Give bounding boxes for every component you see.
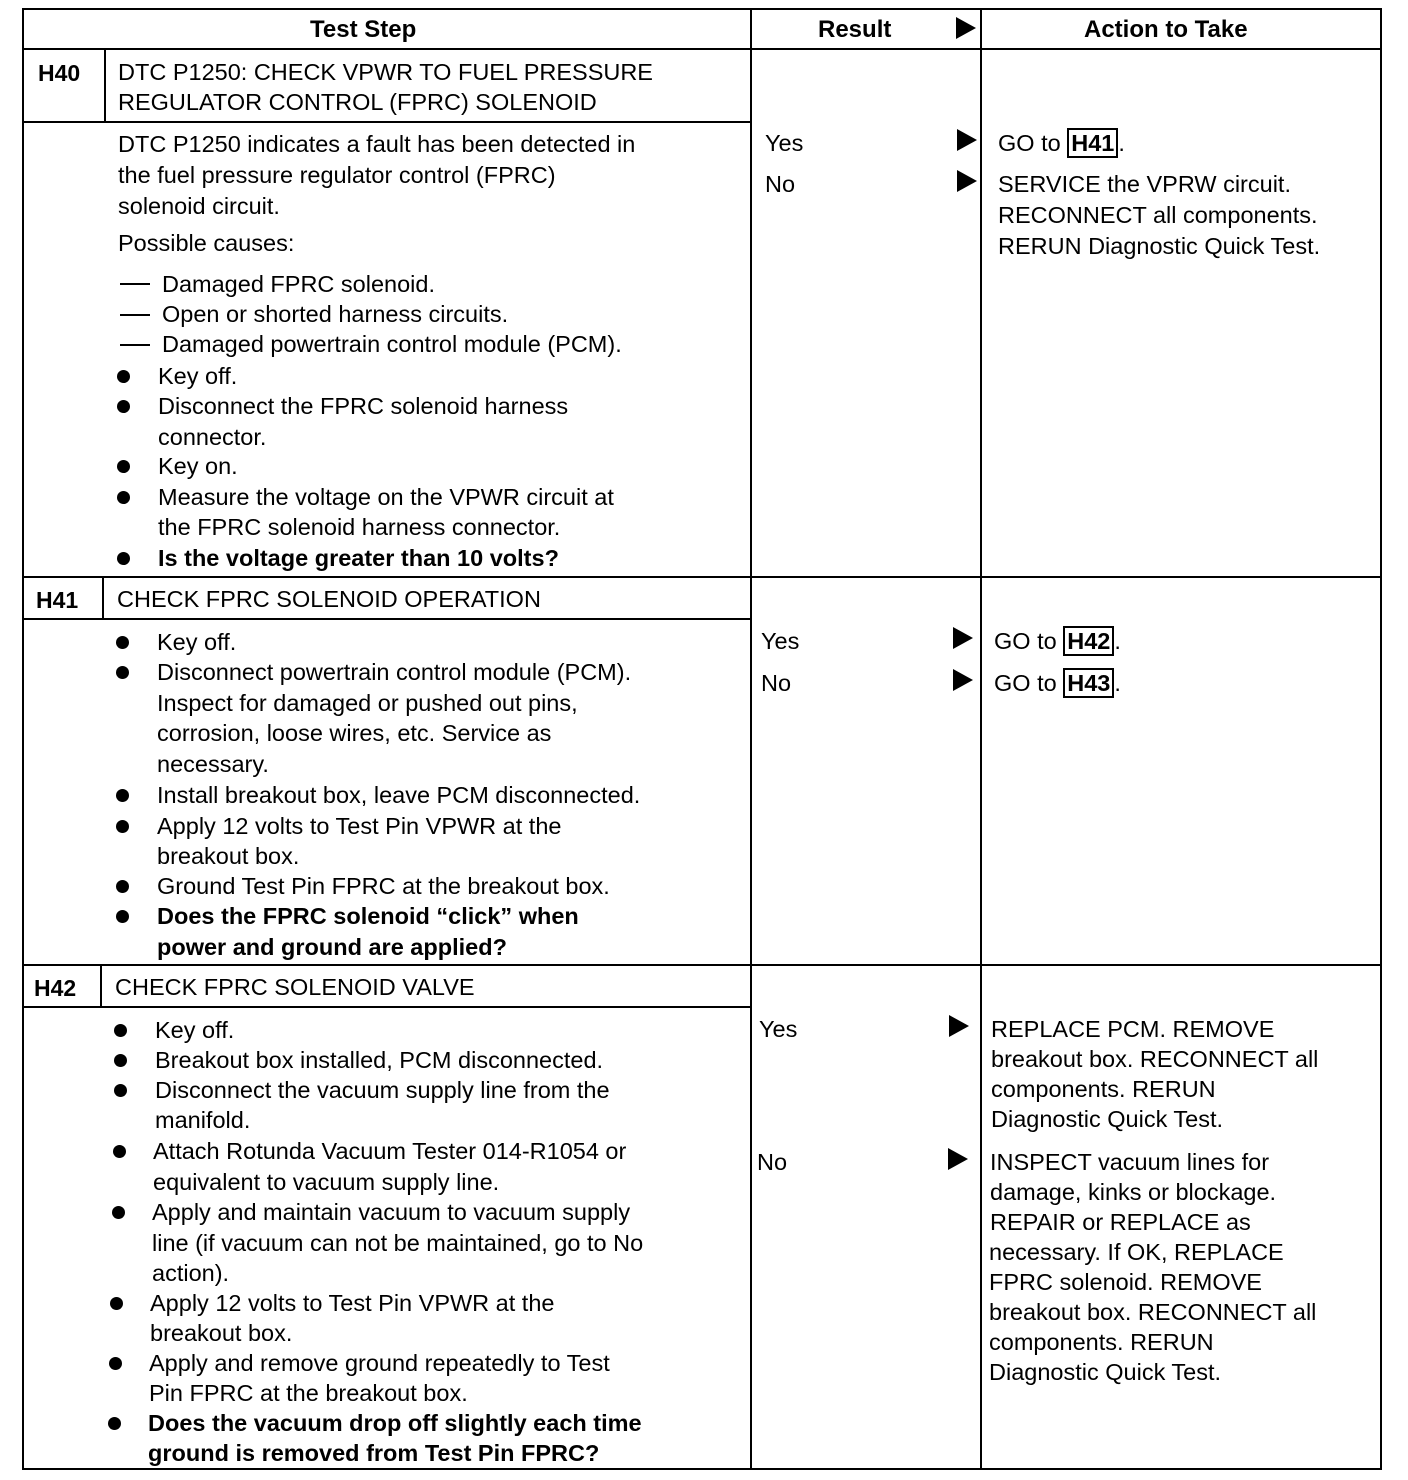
bullet-icon xyxy=(116,880,129,893)
bullet-icon xyxy=(117,460,130,473)
h42-step-3b: manifold. xyxy=(155,1107,251,1133)
h42-result-yes: Yes xyxy=(759,1016,798,1042)
h42-question-line-2: ground is removed from Test Pin FPRC? xyxy=(148,1440,600,1466)
result-arrow-icon xyxy=(949,1015,969,1037)
bullet-icon xyxy=(117,400,130,413)
row-divider-h42 xyxy=(22,964,1382,966)
h42-step-4a: Attach Rotunda Vacuum Tester 014-R1054 or xyxy=(153,1138,627,1164)
h41-id-divider xyxy=(102,576,104,620)
header-arrow-icon xyxy=(956,17,976,39)
h42-no-action-line-5: FPRC solenoid. REMOVE xyxy=(989,1269,1262,1295)
header-result: Result xyxy=(818,16,892,43)
h42-no-action-line-4: necessary. If OK, REPLACE xyxy=(989,1239,1284,1265)
h40-title-line-1: DTC P1250: CHECK VPWR TO FUEL PRESSURE xyxy=(118,59,653,85)
h41-title: CHECK FPRC SOLENOID OPERATION xyxy=(117,586,541,612)
h41-result-no: No xyxy=(761,670,792,696)
step-id-h40: H40 xyxy=(38,60,81,86)
h42-step-2: Breakout box installed, PCM disconnected. xyxy=(155,1047,604,1073)
h42-step-7b: Pin FPRC at the breakout box. xyxy=(149,1380,468,1406)
h41-no-action-prefix: GO to xyxy=(994,670,1057,696)
h40-description-line-1: DTC P1250 indicates a fault has been detected in xyxy=(118,131,636,157)
h42-no-action-line-3: REPAIR or REPLACE as xyxy=(990,1209,1251,1235)
h40-step-1: Key off. xyxy=(158,363,238,389)
h40-question: Is the voltage greater than 10 volts? xyxy=(158,545,559,571)
h41-step-2a: Disconnect powertrain control module (PCM). xyxy=(157,659,632,685)
h41-title-underline xyxy=(22,618,752,620)
h40-step-4a: Measure the voltage on the VPWR circuit at xyxy=(158,484,614,510)
h41-yes-action: GO to H42 . xyxy=(994,628,1121,654)
h40-yes-action-ref[interactable]: H41 xyxy=(1067,128,1118,158)
h42-step-5c: action). xyxy=(152,1260,230,1286)
h42-no-action-line-6: breakout box. RECONNECT all xyxy=(989,1299,1317,1325)
h40-cause-2: Open or shorted harness circuits. xyxy=(162,301,509,327)
result-arrow-icon xyxy=(953,627,973,649)
bullet-icon xyxy=(109,1357,122,1370)
h40-yes-action: GO to H41 . xyxy=(998,130,1125,156)
dash-icon xyxy=(120,344,150,346)
h42-no-action-line-8: Diagnostic Quick Test. xyxy=(989,1359,1222,1385)
h40-no-action-line-3: RERUN Diagnostic Quick Test. xyxy=(998,233,1321,259)
h41-no-action: GO to H43 . xyxy=(994,670,1121,696)
bullet-icon xyxy=(114,1024,127,1037)
bullet-icon xyxy=(108,1417,121,1430)
h41-step-1: Key off. xyxy=(157,629,237,655)
h42-step-3a: Disconnect the vacuum supply line from the xyxy=(155,1077,610,1103)
row-divider-h41 xyxy=(22,576,1382,578)
bullet-icon xyxy=(116,666,129,679)
column-divider-step xyxy=(750,8,752,1470)
h40-cause-3: Damaged powertrain control module (PCM). xyxy=(162,331,622,357)
dash-icon xyxy=(120,314,150,316)
bullet-icon xyxy=(117,370,130,383)
header-divider xyxy=(22,48,1382,50)
h41-question-line-2: power and ground are applied? xyxy=(157,934,507,960)
h42-result-no: No xyxy=(757,1149,788,1175)
h42-step-6a: Apply 12 volts to Test Pin VPWR at the xyxy=(150,1290,555,1316)
h42-no-action-line-2: damage, kinks or blockage. xyxy=(990,1179,1277,1205)
bullet-icon xyxy=(112,1206,125,1219)
bullet-icon xyxy=(116,789,129,802)
h42-step-6b: breakout box. xyxy=(150,1320,293,1346)
bullet-icon xyxy=(114,1084,127,1097)
bullet-icon xyxy=(116,636,129,649)
bullet-icon xyxy=(113,1145,126,1158)
h40-result-no: No xyxy=(765,171,796,197)
bullet-icon xyxy=(116,910,129,923)
h41-question-line-1: Does the FPRC solenoid “click” when xyxy=(157,903,579,929)
h41-step-4a: Apply 12 volts to Test Pin VPWR at the xyxy=(157,813,562,839)
h42-step-7a: Apply and remove ground repeatedly to Test xyxy=(149,1350,610,1376)
h40-causes-label: Possible causes: xyxy=(118,230,295,256)
h40-step-4b: the FPRC solenoid harness connector. xyxy=(158,514,561,540)
h40-description-line-2: the fuel pressure regulator control (FPRC) xyxy=(118,162,556,188)
step-id-h41: H41 xyxy=(36,587,79,613)
h41-step-3: Install breakout box, leave PCM disconnected. xyxy=(157,782,641,808)
step-id-h42: H42 xyxy=(34,975,77,1001)
h40-no-action-line-1: SERVICE the VPRW circuit. xyxy=(998,171,1291,197)
header-test-step: Test Step xyxy=(310,16,417,43)
h42-yes-action-line-2: breakout box. RECONNECT all xyxy=(991,1046,1319,1072)
h42-step-5b: line (if vacuum can not be maintained, go to No xyxy=(152,1230,644,1256)
bullet-icon xyxy=(117,491,130,504)
column-divider-action xyxy=(980,8,982,1470)
h42-title: CHECK FPRC SOLENOID VALVE xyxy=(115,974,475,1000)
h42-no-action-line-1: INSPECT vacuum lines for xyxy=(990,1149,1270,1175)
h40-step-2a: Disconnect the FPRC solenoid harness xyxy=(158,393,569,419)
bullet-icon xyxy=(110,1297,123,1310)
result-arrow-icon xyxy=(957,129,977,151)
h41-step-2b: Inspect for damaged or pushed out pins, xyxy=(157,690,578,716)
h42-step-4b: equivalent to vacuum supply line. xyxy=(153,1169,500,1195)
h40-title-line-2: REGULATOR CONTROL (FPRC) SOLENOID xyxy=(118,89,597,115)
h42-step-5a: Apply and maintain vacuum to vacuum supply xyxy=(152,1199,631,1225)
h42-yes-action-line-4: Diagnostic Quick Test. xyxy=(991,1106,1224,1132)
h42-question-line-1: Does the vacuum drop off slightly each time xyxy=(148,1410,642,1436)
h40-yes-action-prefix: GO to xyxy=(998,130,1061,156)
h42-no-action-line-7: components. RERUN xyxy=(989,1329,1214,1355)
h40-result-yes: Yes xyxy=(765,130,804,156)
h41-step-4b: breakout box. xyxy=(157,843,300,869)
bullet-icon xyxy=(114,1054,127,1067)
h42-step-1: Key off. xyxy=(155,1017,235,1043)
result-arrow-icon xyxy=(953,669,973,691)
result-arrow-icon xyxy=(957,170,977,192)
dash-icon xyxy=(120,283,150,285)
header-action: Action to Take xyxy=(1084,16,1248,43)
h41-step-2d: necessary. xyxy=(157,751,269,777)
h40-cause-1: Damaged FPRC solenoid. xyxy=(162,271,435,297)
h42-yes-action-line-3: components. RERUN xyxy=(991,1076,1216,1102)
h40-step-3: Key on. xyxy=(158,453,238,479)
bullet-icon xyxy=(116,820,129,833)
h40-title-underline xyxy=(22,121,752,123)
h42-yes-action-line-1: REPLACE PCM. REMOVE xyxy=(991,1016,1275,1042)
h40-step-2b: connector. xyxy=(158,424,267,450)
h40-description-line-3: solenoid circuit. xyxy=(118,193,280,219)
result-arrow-icon xyxy=(948,1148,968,1170)
h41-yes-action-ref[interactable]: H42 xyxy=(1063,626,1114,656)
h42-title-underline xyxy=(22,1006,752,1008)
h41-yes-action-prefix: GO to xyxy=(994,628,1057,654)
h41-no-action-ref[interactable]: H43 xyxy=(1063,668,1114,698)
h40-id-divider xyxy=(104,48,106,123)
h41-step-5: Ground Test Pin FPRC at the breakout box. xyxy=(157,873,610,899)
bullet-icon xyxy=(117,552,130,565)
h41-step-2c: corrosion, loose wires, etc. Service as xyxy=(157,720,552,746)
h42-id-divider xyxy=(100,964,102,1008)
h41-result-yes: Yes xyxy=(761,628,800,654)
h40-no-action-line-2: RECONNECT all components. xyxy=(998,202,1318,228)
